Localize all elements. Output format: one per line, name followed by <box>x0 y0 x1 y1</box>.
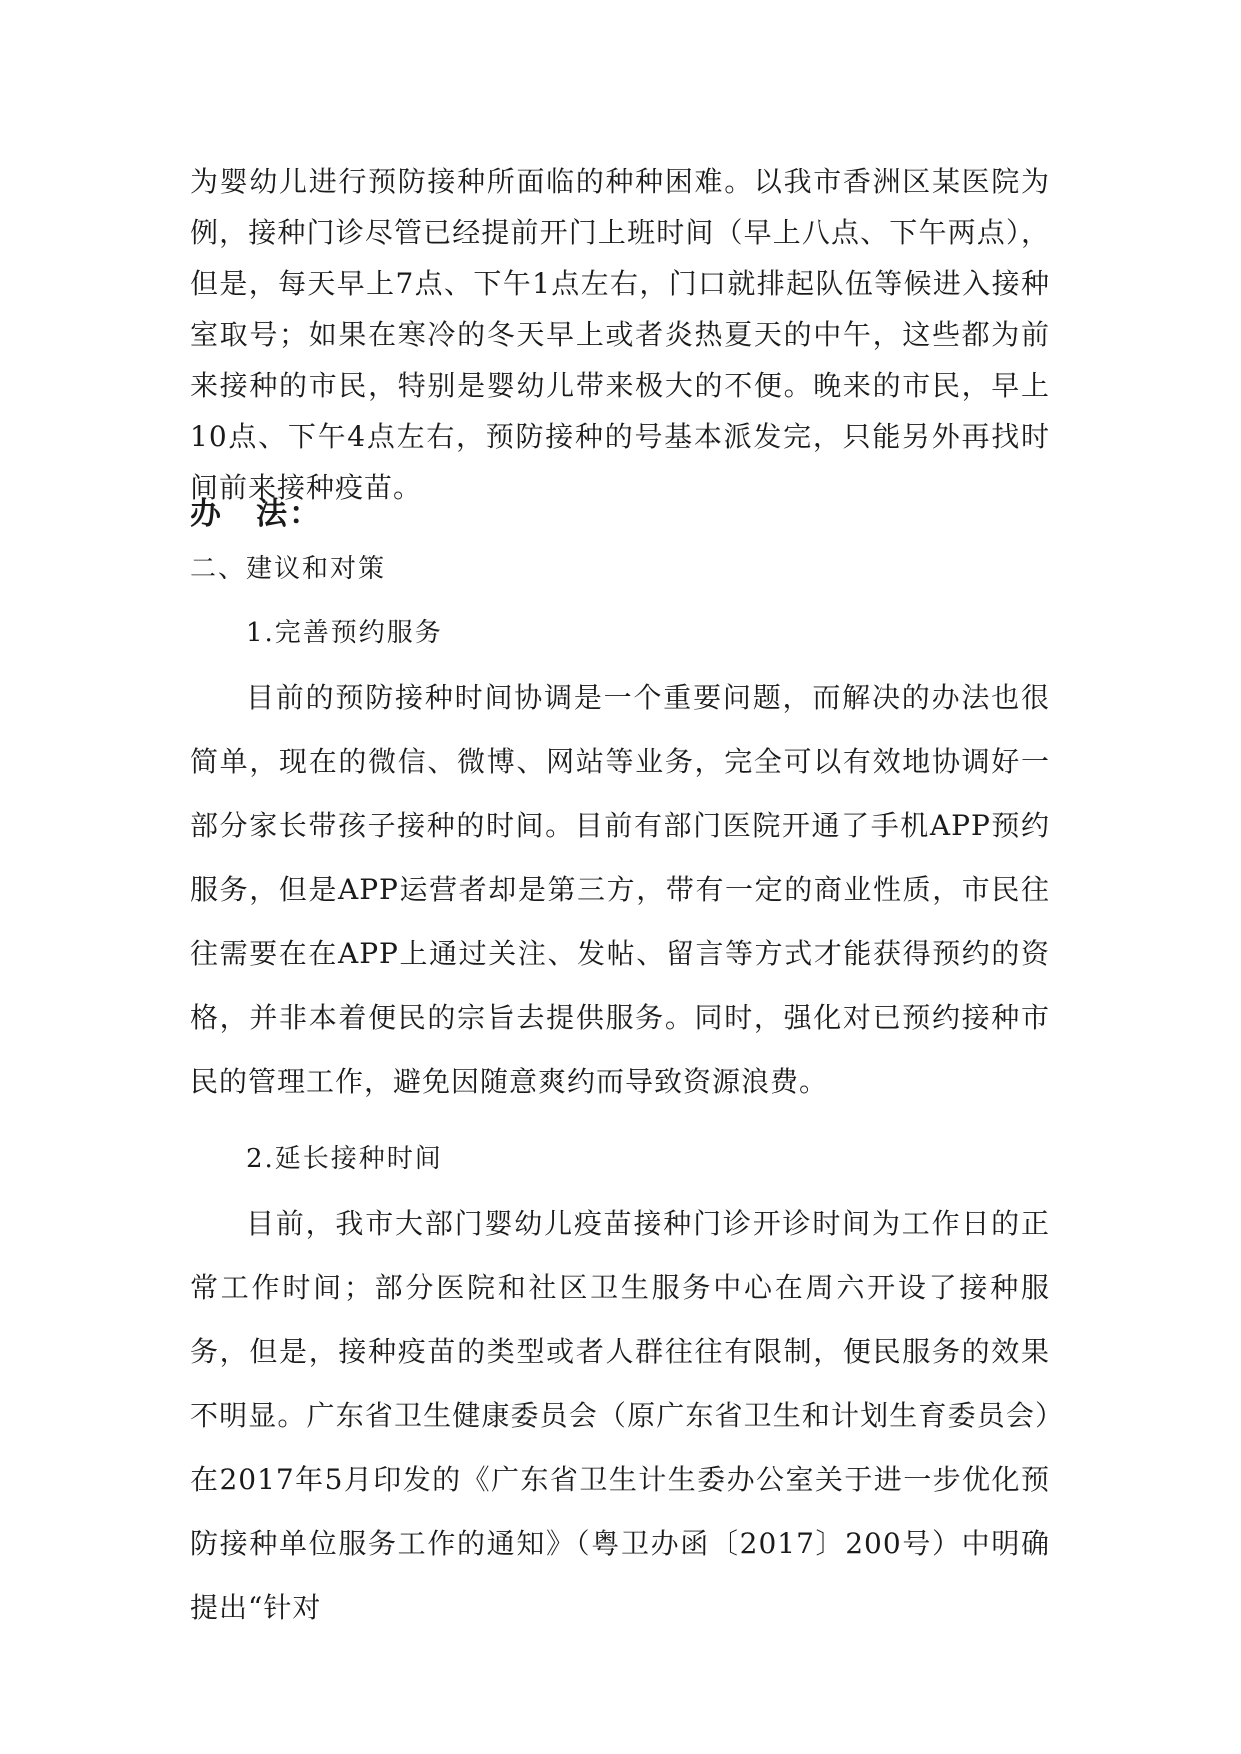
item-2-paragraph: 目前，我市大部门婴幼儿疫苗接种门诊开诊时间为工作日的正常工作时间；部分医院和社区卫生服务中心在周六开设了接种服务，但是，接种疫苗的类型或者人群往往有限制，便民服务的效果不明显。广东省卫生健康委员会（原广东省卫生和计划生育委员会）在2017年5月印发的《广东省卫生计生委办公室关于进一步优化预防接种单位服务工作的通知》（粤卫办函〔2017〕200号）中明确提出“针对 <box>190 1207 1050 1624</box>
intro-paragraph-block <box>190 156 1050 513</box>
section-title: 二、建议和对策 <box>190 554 387 584</box>
methods-heading: 办 法： <box>190 496 322 532</box>
item-1-paragraph: 目前的预防接种时间协调是一个重要问题，而解决的办法也很简单，现在的微信、微博、网站等业务，完全可以有效地协调好一部分家长带孩子接种的时间。目前有部门医院开通了手机APP预约服务，但是APP运营者却是第三方，带有一定的商业性质，市民往往需要在在APP上通过关注、发帖、留言等方式才能获得预约的资格，并非本着便民的宗旨去提供服务。同时，强化对已预约接种市民的管理工作，避免因随意爽约而导致资源浪费。 <box>190 681 1050 1098</box>
intro-paragraph: 为婴幼儿进行预防接种所面临的种种困难。以我市香洲区某医院为例，接种门诊尽管已经提前开门上班时间（早上八点、下午两点），但是，每天早上7点、下午1点左右，门口就排起队伍等候进入接种室取号；如果在寒冷的冬天早上或者炎热夏天的中午，这些都为前来接种的市民，特别是婴幼儿带来极大的不便。晚来的市民，早上10点、下午4点左右，预防接种的号基本派发完，只能另外再找时间前来接种疫苗。 <box>190 165 1050 504</box>
item-1-paragraph-block <box>190 666 1050 1114</box>
item-2-title: 2.延长接种时间 <box>246 1144 443 1174</box>
item-2-paragraph-block <box>190 1192 1050 1640</box>
item-1-title: 1.完善预约服务 <box>246 618 443 648</box>
